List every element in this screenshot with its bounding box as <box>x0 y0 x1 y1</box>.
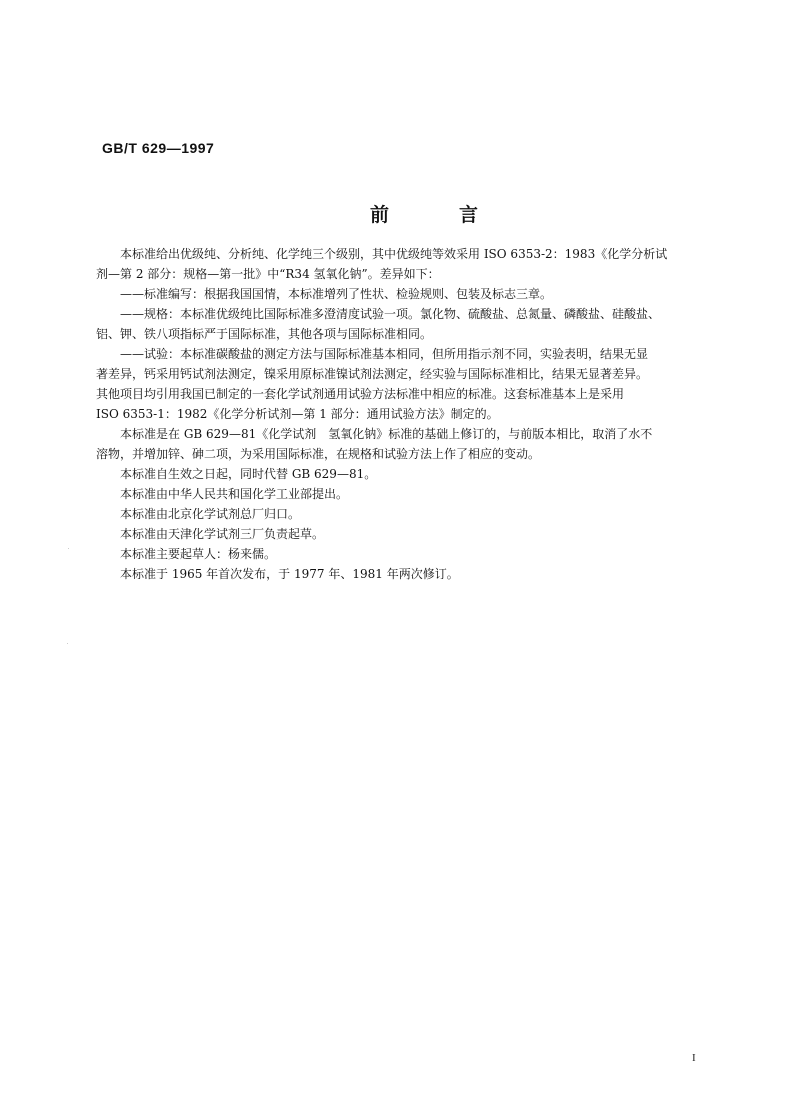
page-title: 前言 <box>370 204 549 226</box>
paragraph-line: 铝、钾、铁八项指标严于国际标准，其他各项与国际标准相同。 <box>96 327 433 341</box>
standard-code: GB/T 629—1997 <box>102 140 215 156</box>
paragraph-line: ——规格：本标准优级纯比国际标准多澄清度试验一项。氯化物、硫酸盐、总氮量、磷酸盐、硅酸盐、 <box>120 307 661 321</box>
scan-speck <box>68 548 69 549</box>
foreword-body <box>96 244 722 584</box>
scan-speck <box>67 643 68 644</box>
paragraph-line: 本标准主要起草人：杨来儒。 <box>120 547 277 561</box>
paragraph-line: 本标准给出优级纯、分析纯、化学纯三个级别，其中优级纯等效采用 ISO 6353-2：1983《化学分析试 <box>120 247 668 261</box>
paragraph-line: 本标准由北京化学试剂总厂归口。 <box>120 507 301 521</box>
paragraph-line: 其他项目均引用我国已制定的一套化学试剂通用试验方法标准中相应的标准。这套标准基本上是采用 <box>96 387 625 401</box>
page-number: I <box>692 1052 696 1064</box>
paragraph-line: 本标准自生效之日起，同时代替 GB 629—81。 <box>120 467 377 481</box>
paragraph-line: ——标准编写：根据我国国情，本标准增列了性状、检验规则、包装及标志三章。 <box>120 287 553 301</box>
paragraph-line: 本标准由天津化学试剂三厂负责起草。 <box>120 527 325 541</box>
paragraph-line: 本标准于 1965 年首次发布，于 1977 年、1981 年两次修订。 <box>120 567 459 581</box>
paragraph-line: ISO 6353-1：1982《化学分析试剂—第 1 部分：通用试验方法》制定的。 <box>96 407 499 421</box>
paragraph-line: 本标准是在 GB 629—81《化学试剂 氢氧化钠》标准的基础上修订的，与前版本相比，取消了水不 <box>120 427 653 441</box>
paragraph-line: 剂—第 2 部分：规格—第一批》中“R34 氢氧化钠”。差异如下： <box>96 267 440 281</box>
paragraph-line: 本标准由中华人民共和国化学工业部提出。 <box>120 487 349 501</box>
paragraph-line: 著差异，钙采用钙试剂法测定，镍采用原标准镍试剂法测定，经实验与国际标准相比，结果无显著差异。 <box>96 367 649 381</box>
paragraph-line: 溶物，并增加锌、砷二项，为采用国际标准，在规格和试验方法上作了相应的变动。 <box>96 447 541 461</box>
paragraph-line: ——试验：本标准碳酸盐的测定方法与国际标准基本相同，但所用指示剂不同，实验表明，结果无显 <box>120 347 649 361</box>
